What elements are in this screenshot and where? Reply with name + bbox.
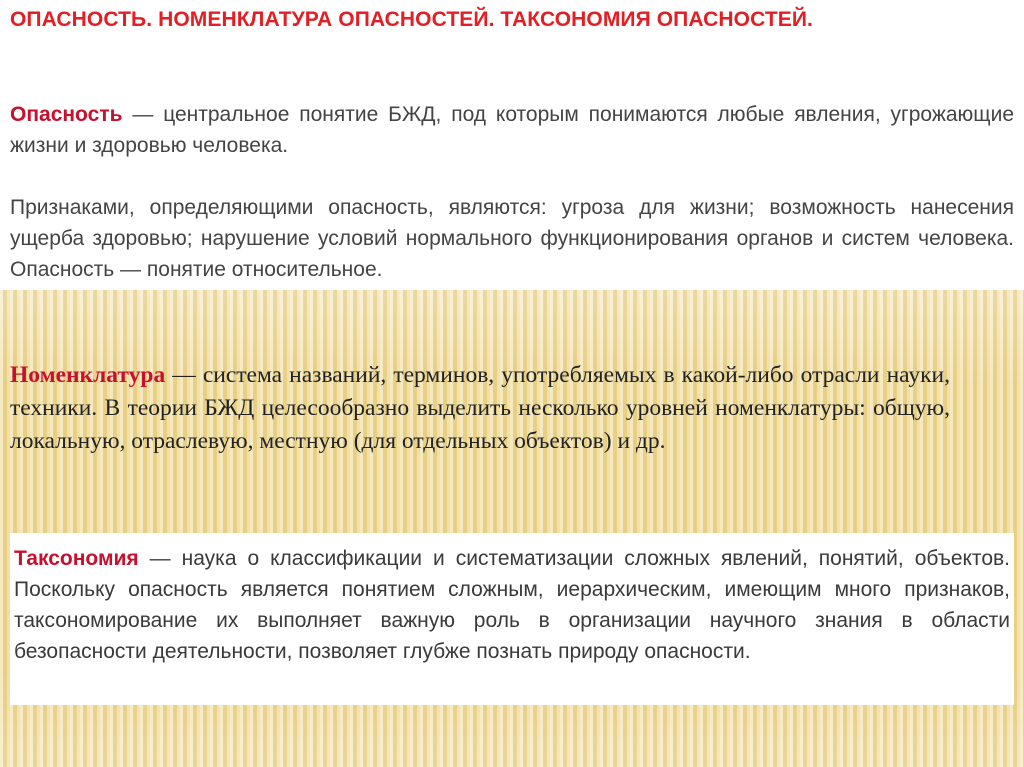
slide-title: ОПАСНОСТЬ. НОМЕНКЛАТУРА ОПАСНОСТЕЙ. ТАКСОНОМИЯ ОПАСНОСТЕЙ. (10, 8, 813, 31)
danger-definition-paragraph (10, 99, 1014, 161)
nomenclature-paragraph (10, 359, 950, 458)
danger-term: Опасность (10, 103, 123, 126)
danger-definition-text: — центральное понятие БЖД, под которым понимаются любые явления, угрожающие жизни и здоровью человека. (10, 103, 1014, 157)
taxonomy-term: Таксономия (14, 547, 139, 570)
danger-signs-paragraph: Признаками, определяющими опасность, являются: угроза для жизни; возможность нанесения ущерба здоровью; нарушение условий нормального функционирования органов и систем человека. Опасность — понятие относительное. (10, 196, 1014, 281)
taxonomy-text: — наука о классификации и систематизации сложных явлений, понятий, объектов. Поскольку опасность является понятием сложным, иерархическим, имеющим много признаков, таксономирование их выполняет важную роль в организации научного знания в области безопасности деятельности, позволяет глубже познать природу опасности. (14, 547, 1010, 663)
taxonomy-paragraph (14, 543, 1010, 667)
nomenclature-term: Номенклатура (10, 362, 166, 388)
nomenclature-text: — система названий, терминов, употребляемых в какой-либо отрасли науки, техники. В теории БЖД целесообразно выделить несколько уровней номенклатуры: общую, локальную, отраслевую, местную (для отдельных объектов) и др. (10, 362, 950, 454)
